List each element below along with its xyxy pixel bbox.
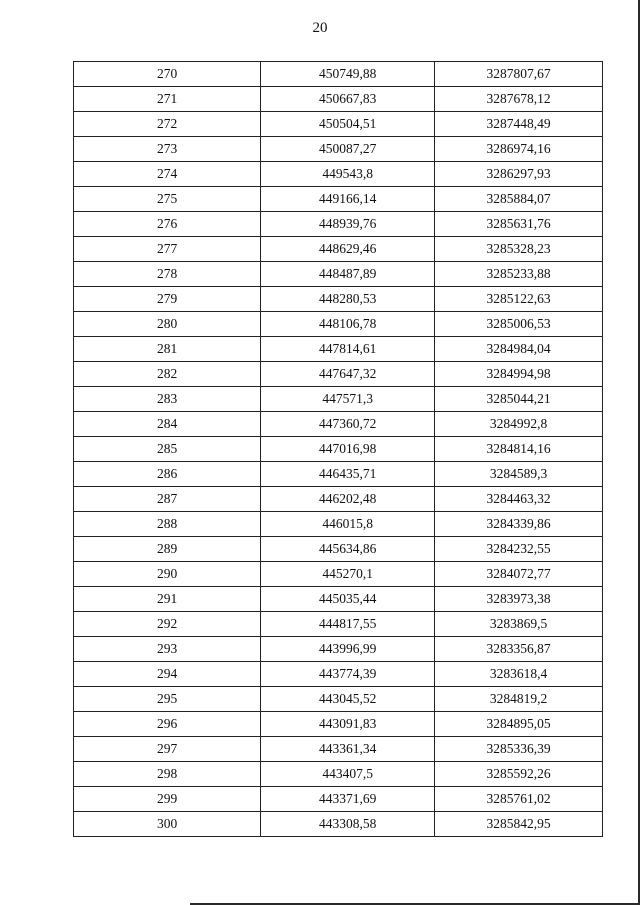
table-row [74,137,603,162]
point-number-cell: 294 [74,662,261,687]
x-coordinate-cell: 450667,83 [261,87,435,112]
x-coordinate-cell: 448487,89 [261,262,435,287]
table-row [74,437,603,462]
point-number-cell: 282 [74,362,261,387]
y-coordinate-cell: 3284232,55 [435,537,603,562]
x-coordinate-cell: 443996,99 [261,637,435,662]
point-number-cell: 276 [74,212,261,237]
x-coordinate-cell: 445634,86 [261,537,435,562]
table-row [74,287,603,312]
x-coordinate-cell: 443045,52 [261,687,435,712]
y-coordinate-cell: 3287448,49 [435,112,603,137]
point-number-cell: 289 [74,537,261,562]
x-coordinate-cell: 448106,78 [261,312,435,337]
x-coordinate-cell: 450504,51 [261,112,435,137]
table-row [74,762,603,787]
point-number-cell: 297 [74,737,261,762]
table-row [74,487,603,512]
coordinates-table [73,61,603,837]
table-row [74,387,603,412]
x-coordinate-cell: 448629,46 [261,237,435,262]
point-number-cell: 278 [74,262,261,287]
point-number-cell: 275 [74,187,261,212]
y-coordinate-cell: 3283618,4 [435,662,603,687]
x-coordinate-cell: 445270,1 [261,562,435,587]
x-coordinate-cell: 447647,32 [261,362,435,387]
x-coordinate-cell: 450749,88 [261,62,435,87]
x-coordinate-cell: 445035,44 [261,587,435,612]
table-row [74,412,603,437]
x-coordinate-cell: 443361,34 [261,737,435,762]
point-number-cell: 277 [74,237,261,262]
table-row [74,662,603,687]
point-number-cell: 288 [74,512,261,537]
page-number: 20 [312,20,328,36]
x-coordinate-cell: 449543,8 [261,162,435,187]
y-coordinate-cell: 3285233,88 [435,262,603,287]
table-row [74,612,603,637]
point-number-cell: 279 [74,287,261,312]
y-coordinate-cell: 3285842,95 [435,812,603,837]
table-row [74,737,603,762]
point-number-cell: 298 [74,762,261,787]
table-row [74,712,603,737]
x-coordinate-cell: 443308,58 [261,812,435,837]
y-coordinate-cell: 3284819,2 [435,687,603,712]
table-row [74,787,603,812]
x-coordinate-cell: 450087,27 [261,137,435,162]
point-number-cell: 273 [74,137,261,162]
x-coordinate-cell: 443371,69 [261,787,435,812]
x-coordinate-cell: 447360,72 [261,412,435,437]
table-row [74,587,603,612]
point-number-cell: 299 [74,787,261,812]
point-number-cell: 300 [74,812,261,837]
table-row [74,112,603,137]
y-coordinate-cell: 3284895,05 [435,712,603,737]
point-number-cell: 292 [74,612,261,637]
x-coordinate-cell: 443091,83 [261,712,435,737]
x-coordinate-cell: 448280,53 [261,287,435,312]
point-number-cell: 280 [74,312,261,337]
y-coordinate-cell: 3283973,38 [435,587,603,612]
x-coordinate-cell: 449166,14 [261,187,435,212]
table-row [74,687,603,712]
table-row [74,212,603,237]
y-coordinate-cell: 3284589,3 [435,462,603,487]
point-number-cell: 287 [74,487,261,512]
x-coordinate-cell: 446202,48 [261,487,435,512]
point-number-cell: 270 [74,62,261,87]
table-row [74,262,603,287]
y-coordinate-cell: 3284814,16 [435,437,603,462]
y-coordinate-cell: 3285631,76 [435,212,603,237]
table-row [74,162,603,187]
table-row [74,512,603,537]
table-row [74,562,603,587]
y-coordinate-cell: 3285006,53 [435,312,603,337]
y-coordinate-cell: 3284994,98 [435,362,603,387]
x-coordinate-cell: 446435,71 [261,462,435,487]
table-row [74,187,603,212]
point-number-cell: 271 [74,87,261,112]
point-number-cell: 293 [74,637,261,662]
y-coordinate-cell: 3285761,02 [435,787,603,812]
y-coordinate-cell: 3285328,23 [435,237,603,262]
table-row [74,87,603,112]
y-coordinate-cell: 3285044,21 [435,387,603,412]
point-number-cell: 295 [74,687,261,712]
point-number-cell: 283 [74,387,261,412]
table-row [74,362,603,387]
x-coordinate-cell: 443774,39 [261,662,435,687]
point-number-cell: 281 [74,337,261,362]
point-number-cell: 291 [74,587,261,612]
y-coordinate-cell: 3287678,12 [435,87,603,112]
x-coordinate-cell: 447814,61 [261,337,435,362]
y-coordinate-cell: 3285884,07 [435,187,603,212]
y-coordinate-cell: 3283356,87 [435,637,603,662]
y-coordinate-cell: 3285122,63 [435,287,603,312]
table-row [74,812,603,837]
y-coordinate-cell: 3286974,16 [435,137,603,162]
y-coordinate-cell: 3284072,77 [435,562,603,587]
x-coordinate-cell: 443407,5 [261,762,435,787]
table-row [74,462,603,487]
x-coordinate-cell: 446015,8 [261,512,435,537]
y-coordinate-cell: 3287807,67 [435,62,603,87]
y-coordinate-cell: 3286297,93 [435,162,603,187]
y-coordinate-cell: 3285336,39 [435,737,603,762]
point-number-cell: 296 [74,712,261,737]
y-coordinate-cell: 3284339,86 [435,512,603,537]
table-row [74,62,603,87]
table-row [74,537,603,562]
coordinates-table-body [74,62,603,837]
x-coordinate-cell: 447571,3 [261,387,435,412]
table-row [74,312,603,337]
table-row [74,637,603,662]
y-coordinate-cell: 3284992,8 [435,412,603,437]
table-row [74,337,603,362]
point-number-cell: 286 [74,462,261,487]
y-coordinate-cell: 3284463,32 [435,487,603,512]
y-coordinate-cell: 3284984,04 [435,337,603,362]
y-coordinate-cell: 3285592,26 [435,762,603,787]
point-number-cell: 290 [74,562,261,587]
table-row [74,237,603,262]
point-number-cell: 285 [74,437,261,462]
x-coordinate-cell: 444817,55 [261,612,435,637]
point-number-cell: 274 [74,162,261,187]
point-number-cell: 284 [74,412,261,437]
y-coordinate-cell: 3283869,5 [435,612,603,637]
x-coordinate-cell: 448939,76 [261,212,435,237]
point-number-cell: 272 [74,112,261,137]
x-coordinate-cell: 447016,98 [261,437,435,462]
